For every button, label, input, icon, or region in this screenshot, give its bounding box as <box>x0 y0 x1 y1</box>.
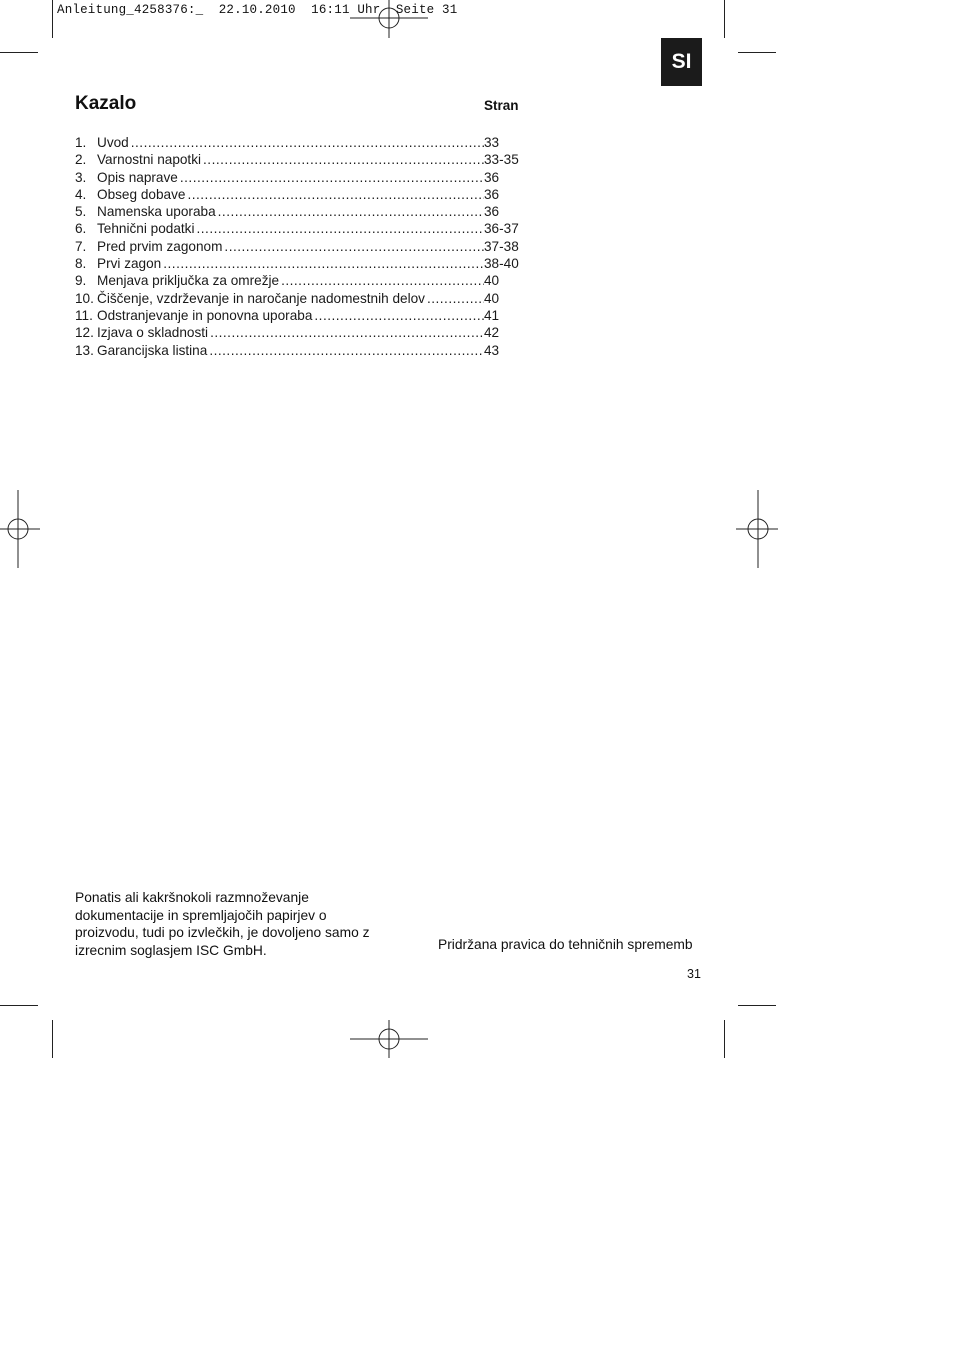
table-of-contents <box>75 134 521 359</box>
toc-leader-dots <box>203 151 484 168</box>
toc-item-number: 8. <box>75 256 87 272</box>
toc-item-label: Namenska uporaba <box>97 204 216 220</box>
toc-leader-dots <box>427 290 484 307</box>
registration-mark-icon <box>736 490 778 568</box>
toc-item-page: 37-38 <box>484 238 519 254</box>
toc-item-number: 10. <box>75 290 94 306</box>
toc-item-number: 5. <box>75 204 87 220</box>
toc-item-label: Menjava priključka za omrežje <box>97 273 280 289</box>
registration-mark-icon <box>350 1020 428 1058</box>
toc-item-number: 11. <box>75 307 93 323</box>
toc-item <box>75 255 521 272</box>
toc-item-page: 36 <box>484 186 500 202</box>
crop-mark <box>738 52 776 53</box>
toc-item-number: 2. <box>75 152 87 168</box>
toc-item-number: 13. <box>75 342 94 358</box>
toc-leader-dots <box>163 255 484 272</box>
toc-item-page: 33-35 <box>484 152 519 168</box>
toc-item-page: 41 <box>484 307 500 323</box>
toc-leader-dots <box>281 272 484 289</box>
toc-item-label: Čiščenje, vzdrževanje in naročanje nadomestnih delov <box>97 290 425 306</box>
toc-item <box>75 169 521 186</box>
toc-item <box>75 186 521 203</box>
toc-leader-dots <box>210 324 484 341</box>
toc-item-page: 42 <box>484 325 500 341</box>
toc-item-page: 38-40 <box>484 256 519 272</box>
toc-item-label: Izjava o skladnosti <box>97 325 209 341</box>
toc-item-label: Varnostni napotki <box>97 152 202 168</box>
toc-leader-dots <box>218 203 484 220</box>
toc-item-number: 6. <box>75 221 87 237</box>
language-badge: SI <box>661 38 702 86</box>
toc-leader-dots <box>180 169 484 186</box>
toc-item-label: Obseg dobave <box>97 186 186 202</box>
toc-item <box>75 324 521 341</box>
crop-mark <box>0 1005 38 1006</box>
toc-item-number: 12. <box>75 325 94 341</box>
crop-mark <box>52 0 53 38</box>
toc-item <box>75 220 521 237</box>
toc-leader-dots <box>314 307 484 324</box>
toc-item <box>75 342 521 359</box>
toc-item <box>75 290 521 307</box>
toc-leader-dots <box>224 238 484 255</box>
toc-leader-dots <box>209 342 484 359</box>
toc-item-page: 43 <box>484 342 500 358</box>
toc-item <box>75 307 521 324</box>
toc-item-number: 3. <box>75 169 87 185</box>
page-number: 31 <box>687 967 701 981</box>
toc-item-number: 9. <box>75 273 87 289</box>
crop-mark <box>52 1020 53 1058</box>
toc-item <box>75 272 521 289</box>
toc-item-label: Uvod <box>97 135 129 150</box>
toc-item-page: 36 <box>484 169 500 185</box>
toc-item <box>75 238 521 255</box>
toc-item <box>75 134 521 151</box>
toc-item-number: 1. <box>75 135 87 150</box>
toc-item <box>75 203 521 220</box>
toc-item-page: 36 <box>484 204 500 220</box>
crop-mark <box>724 0 725 38</box>
toc-item-page: 40 <box>484 273 500 289</box>
toc-item-label: Opis naprave <box>97 169 178 185</box>
toc-leader-dots <box>187 186 484 203</box>
crop-mark <box>738 1005 776 1006</box>
copyright-notice: Ponatis ali kakršnokoli razmnoževanje dokumentacije in spremljajočih papirjev o proizvodu, tudi po izvlečkih, je dovoljeno samo z izrecnim soglasjem ISC GmbH. <box>75 890 370 958</box>
toc-item-label: Pred prvim zagonom <box>97 238 223 254</box>
toc-item-page: 40 <box>484 290 500 306</box>
crop-mark <box>724 1020 725 1058</box>
toc-item-number: 7. <box>75 238 87 254</box>
toc-item-label: Prvi zagon <box>97 256 162 272</box>
technical-changes-notice: Pridržana pravica do tehničnih sprememb <box>438 937 693 952</box>
toc-item-label: Garancijska listina <box>97 342 208 358</box>
toc-item-page: 33 <box>484 135 500 150</box>
toc-leader-dots <box>197 220 485 237</box>
registration-mark-icon <box>350 0 428 38</box>
toc-item-number: 4. <box>75 186 87 202</box>
toc-item-label: Odstranjevanje in ponovna uporaba <box>97 307 313 323</box>
registration-mark-icon <box>0 490 40 568</box>
page-column-label: Stran <box>484 98 519 113</box>
page-title: Kazalo <box>75 93 137 114</box>
toc-item-label: Tehnični podatki <box>97 221 195 237</box>
print-slug: Anleitung_4258376:_ 22.10.2010 16:11 Uhr Seite 31 <box>57 3 458 17</box>
toc-item <box>75 151 521 168</box>
toc-leader-dots <box>131 134 484 151</box>
crop-mark <box>0 52 38 53</box>
toc-item-page: 36-37 <box>484 221 519 237</box>
